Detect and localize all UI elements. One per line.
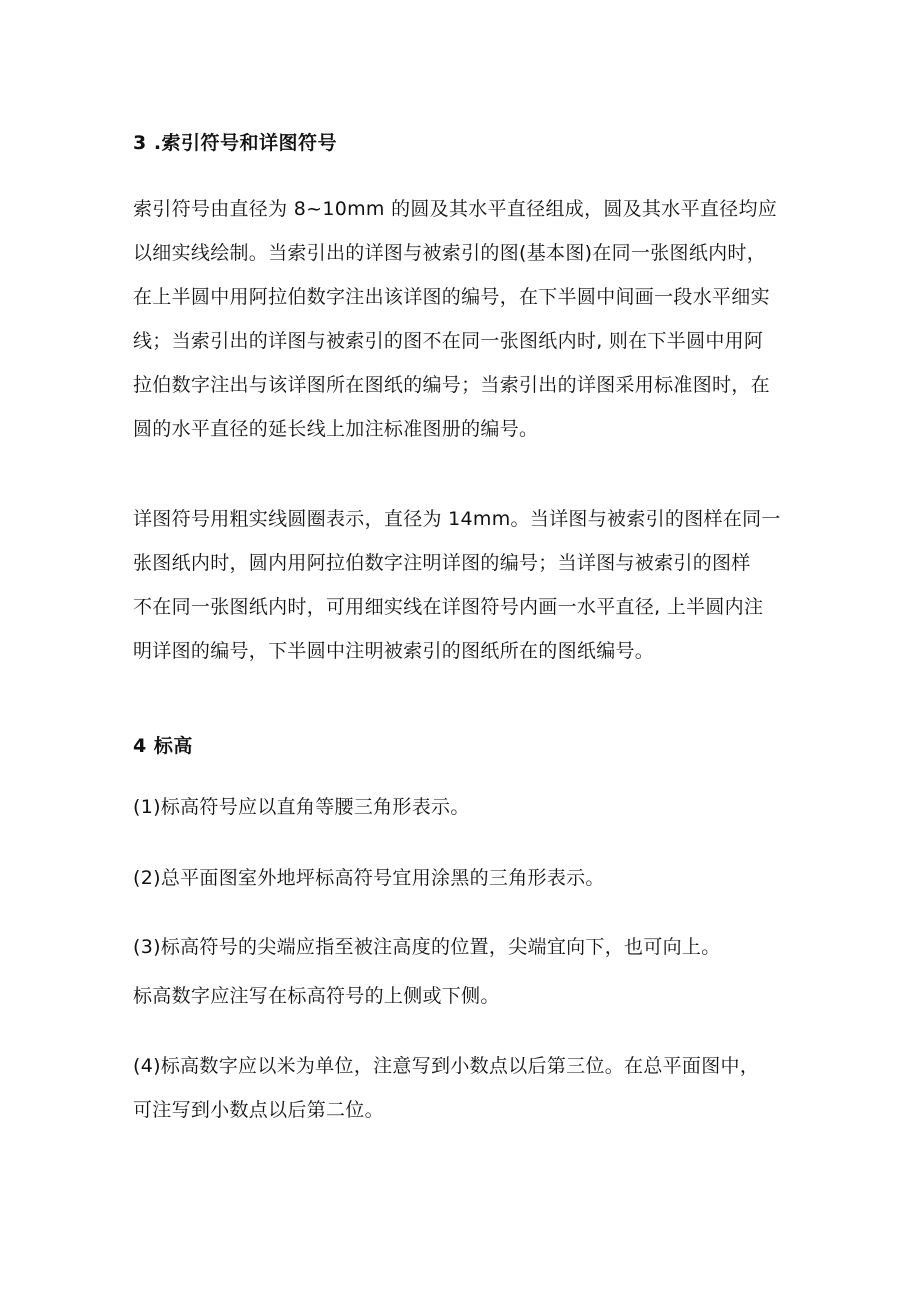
paragraph-line: (4)标高数字应以米为单位，注意写到小数点以后第三位。在总平面图中， — [133, 1055, 760, 1077]
elevation-item-4 — [133, 1044, 803, 1132]
index-symbol-paragraph — [133, 187, 803, 451]
paragraph-line: 明详图的编号，下半圆中注明被索引的图纸所在的图纸编号。 — [133, 640, 655, 662]
paragraph-line: 以细实线绘制。当索引出的详图与被索引的图(基本图)在同一张图纸内时， — [133, 242, 767, 264]
elevation-item-1: (1)标高符号应以直角等腰三角形表示。 — [133, 796, 470, 818]
paragraph-line: 线；当索引出的详图与被索引的图不在同一张图纸内时, 则在下半圆中用阿 — [133, 330, 764, 352]
paragraph-line: 拉伯数字注出与该详图所在图纸的编号；当索引出的详图采用标准图时，在 — [133, 374, 770, 396]
elevation-item-2: (2)总平面图室外地坪标高符号宜用涂黑的三角形表示。 — [133, 867, 605, 889]
section-3-heading: 3 .索引符号和详图符号 — [133, 132, 338, 154]
paragraph-line: 张图纸内时，圆内用阿拉伯数字注明详图的编号；当详图与被索引的图样 — [133, 552, 751, 574]
paragraph-line: 不在同一张图纸内时，可用细实线在详图符号内画一水平直径, 上半圆内注 — [133, 596, 764, 618]
elevation-item-3: (3)标高符号的尖端应指至被注高度的位置，尖端宜向下，也可向上。 — [133, 936, 721, 958]
paragraph-line: 索引符号由直径为 8~10mm 的圆及其水平直径组成，圆及其水平直径均应 — [133, 198, 778, 220]
paragraph-line: 在上半圆中用阿拉伯数字注出该详图的编号，在下半圆中间画一段水平细实 — [133, 286, 770, 308]
paragraph-line: 详图符号用粗实线圆圈表示，直径为 14mm。当详图与被索引的图样在同一 — [133, 508, 781, 530]
paragraph-line: 可注写到小数点以后第二位。 — [133, 1099, 384, 1121]
elevation-item-3-note: 标高数字应注写在标高符号的上侧或下侧。 — [133, 985, 500, 1007]
detail-symbol-paragraph — [133, 497, 803, 673]
paragraph-line: 圆的水平直径的延长线上加注标准图册的编号。 — [133, 418, 539, 440]
section-4-heading: 4 标高 — [133, 735, 193, 757]
